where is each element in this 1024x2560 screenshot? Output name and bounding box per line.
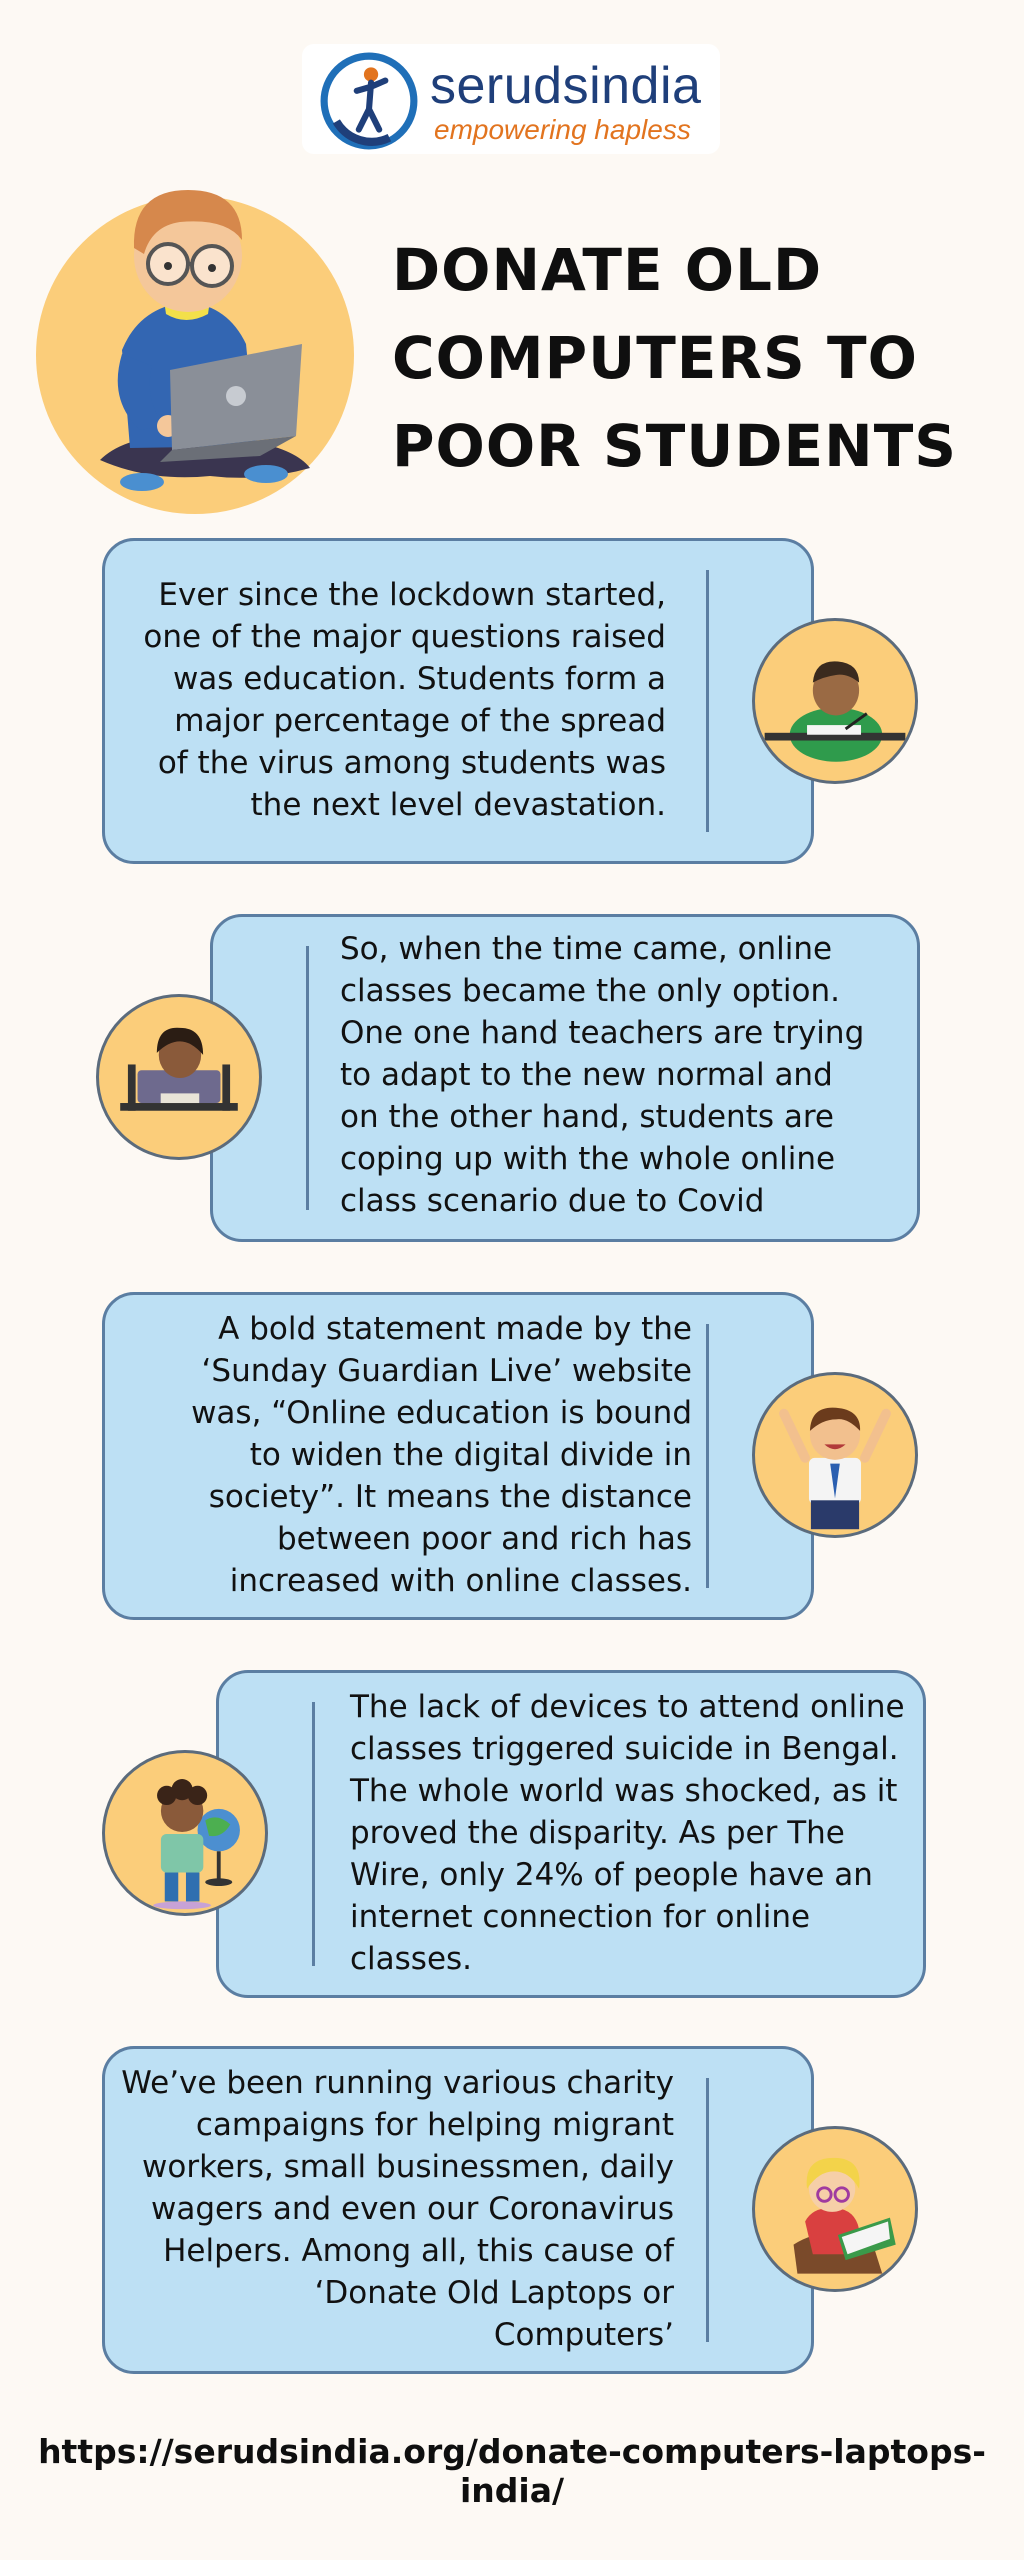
card-line: society”. It means the distance <box>208 1479 692 1515</box>
card-4-text <box>350 1686 905 1980</box>
card-line: Computers’ <box>493 2317 674 2353</box>
card-divider <box>706 570 709 832</box>
card-line: proved the disparity. As per The <box>350 1815 845 1851</box>
card-5-text <box>121 2062 674 2356</box>
card-line: to widen the digital divide in <box>249 1437 692 1473</box>
card-line: of the virus among students was <box>157 745 666 781</box>
cheering-boy-icon <box>752 1372 918 1538</box>
card-divider <box>706 2078 709 2342</box>
card-line: ‘Sunday Guardian Live’ website <box>201 1353 692 1389</box>
card-line: class scenario due to Covid <box>340 1183 765 1219</box>
kid-with-globe-icon <box>102 1750 268 1916</box>
page-title <box>392 226 992 490</box>
card-line: ‘Donate Old Laptops or <box>314 2275 674 2311</box>
card-line: The whole world was shocked, as it <box>350 1773 898 1809</box>
card-line: classes triggered suicide in Bengal. <box>350 1731 899 1767</box>
card-line: on the other hand, students are <box>340 1099 834 1135</box>
card-line: classes became the only option. <box>340 973 840 1009</box>
card-line: The lack of devices to attend online <box>350 1689 905 1725</box>
card-line: One one hand teachers are trying <box>340 1015 865 1051</box>
card-line: Helpers. Among all, this cause of <box>163 2233 674 2269</box>
card-line: Wire, only 24% of people have an <box>350 1857 873 1893</box>
card-line: major percentage of the spread <box>174 703 666 739</box>
logo-name: serudsindia <box>430 57 702 115</box>
footer-url-link[interactable]: https://serudsindia.org/donate-computers-laptops-india/ <box>38 2432 986 2510</box>
card-line: wagers and even our Coronavirus <box>150 2191 674 2227</box>
card-line: We’ve been running various charity <box>121 2065 674 2101</box>
card-divider <box>312 1702 315 1966</box>
card-line: to adapt to the new normal and <box>340 1057 833 1093</box>
girl-reading-icon <box>752 2126 918 2292</box>
title-line: COMPUTERS TO <box>392 324 918 392</box>
girl-thinking-icon <box>96 994 262 1160</box>
card-line: the next level devastation. <box>250 787 666 823</box>
card-line: internet connection for online <box>350 1899 811 1935</box>
card-line: was education. Students form a <box>172 661 666 697</box>
card-3-text <box>191 1308 692 1602</box>
logo <box>302 44 720 154</box>
card-2-text <box>340 928 864 1222</box>
card-divider <box>306 946 309 1210</box>
card-line: A bold statement made by the <box>218 1311 692 1347</box>
card-line: between poor and rich has <box>277 1521 692 1557</box>
card-line: campaigns for helping migrant <box>195 2107 674 2143</box>
card-1-text <box>143 574 666 826</box>
card-line: So, when the time came, online <box>340 931 833 967</box>
logo-tagline: empowering hapless <box>434 114 691 145</box>
boy-with-laptop-icon <box>60 130 360 510</box>
card-line: Ever since the lockdown started, <box>158 577 666 613</box>
student-writing-icon <box>752 618 918 784</box>
card-line: coping up with the whole online <box>340 1141 836 1177</box>
card-line: one of the major questions raised <box>143 619 666 655</box>
card-line: increased with online classes. <box>229 1563 692 1599</box>
card-line: was, “Online education is bound <box>191 1395 692 1431</box>
card-divider <box>706 1324 709 1588</box>
card-line: workers, small businessmen, daily <box>142 2149 674 2185</box>
card-line: classes. <box>350 1941 473 1977</box>
title-line: POOR STUDENTS <box>392 412 958 480</box>
title-line: DONATE OLD <box>392 236 823 304</box>
